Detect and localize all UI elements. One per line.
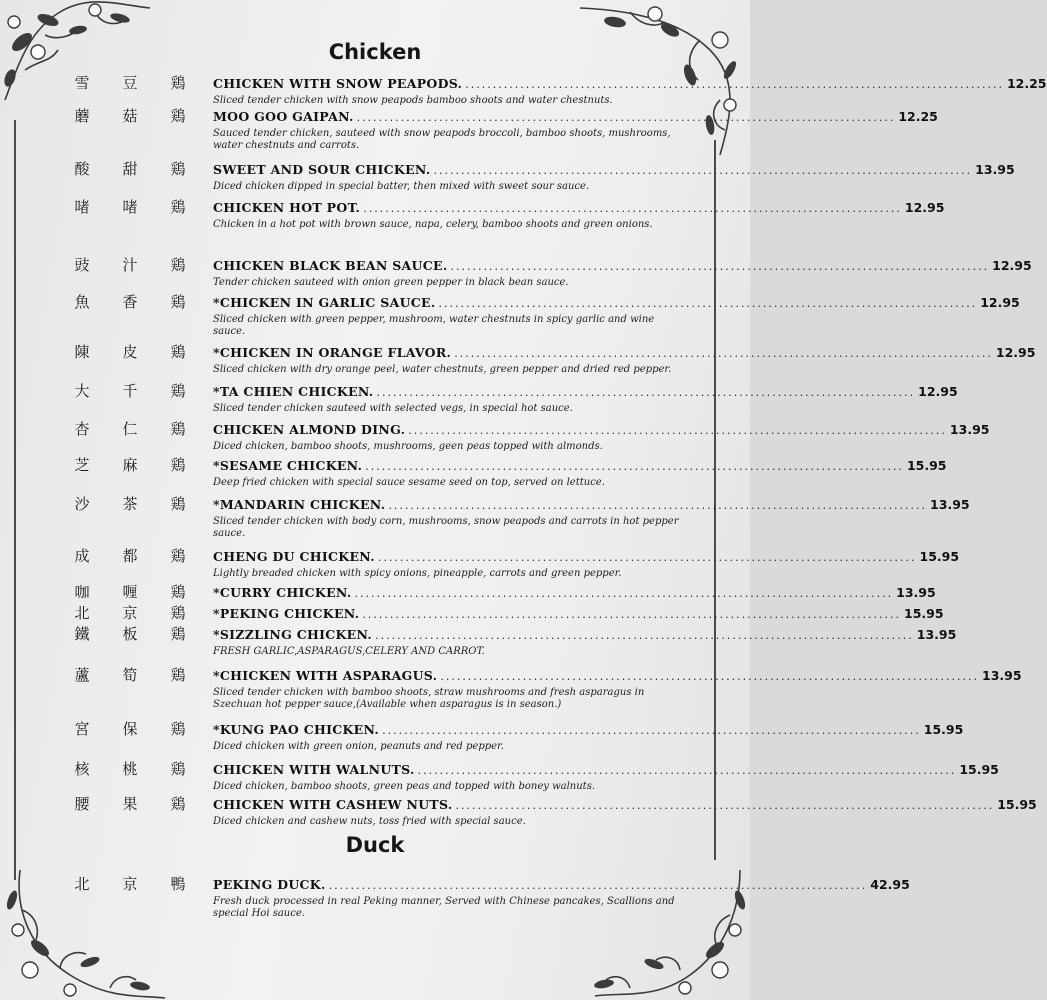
- chinese-char: 鴨: [170, 875, 186, 893]
- dot-leader: ..................................................................................................: [417, 764, 957, 777]
- chinese-char: 鶏: [170, 456, 186, 474]
- dish-name: *MANDARIN CHICKEN.: [213, 497, 386, 512]
- dish-line: [213, 668, 1022, 688]
- dish-price: 13.95: [916, 627, 957, 642]
- chinese-char: 鶏: [170, 795, 186, 813]
- dish-name: *SIZZLING CHICKEN.: [213, 627, 373, 642]
- dish-line: [213, 627, 957, 647]
- chinese-dish-name: [70, 254, 190, 275]
- chinese-dish-name: [70, 623, 190, 644]
- section-title-chicken: Chicken: [328, 40, 422, 64]
- chinese-char: 鶏: [170, 666, 186, 684]
- chinese-char: 鶏: [170, 74, 186, 92]
- dish-price: 12.95: [992, 258, 1032, 273]
- chinese-char: 宮: [74, 720, 90, 738]
- dish-description: Diced chicken, bamboo shoots, green peas and topped with boney walnuts.: [213, 781, 596, 792]
- dish-name: *CHICKEN WITH ASPARAGUS.: [213, 668, 438, 683]
- dot-leader: ..................................................................................................: [388, 499, 928, 512]
- chinese-char: 沙: [74, 495, 90, 513]
- chinese-char: 北: [74, 875, 90, 893]
- dot-leader: ..................................................................................................: [363, 202, 902, 215]
- chinese-char: 鐵: [74, 625, 90, 643]
- chinese-char: 啫: [74, 198, 90, 216]
- chinese-char: 菇: [122, 107, 138, 125]
- chinese-char: 腰: [74, 795, 90, 813]
- dot-leader: ..................................................................................................: [376, 386, 916, 399]
- dish-name: CHICKEN BLACK BEAN SAUCE.: [213, 258, 448, 273]
- chinese-char: 鶏: [170, 107, 186, 125]
- dish-line: [213, 200, 945, 220]
- dot-leader: ..................................................................................................: [438, 297, 978, 310]
- dot-leader: ..................................................................................................: [382, 724, 921, 737]
- dish-name: SWEET AND SOUR CHICKEN.: [213, 162, 431, 177]
- dish-price: 12.25: [898, 109, 938, 124]
- chinese-char: 鶏: [170, 343, 186, 361]
- chinese-char: 鶏: [170, 625, 186, 643]
- dish-line: [213, 549, 960, 569]
- chinese-char: 甜: [122, 160, 138, 178]
- chinese-char: 鶏: [170, 604, 186, 622]
- dish-price: 12.95: [904, 200, 945, 215]
- dish-price: 13.95: [930, 497, 970, 512]
- dish-line: [213, 762, 999, 782]
- frame-line-left: [14, 120, 16, 880]
- dish-price: 13.95: [975, 162, 1015, 177]
- chinese-char: 鶏: [170, 160, 186, 178]
- chinese-char: 豆: [122, 74, 138, 92]
- chinese-char: 保: [122, 720, 138, 738]
- dot-leader: ..................................................................................................: [365, 460, 904, 473]
- chinese-char: 皮: [122, 343, 138, 361]
- dish-name: CHICKEN WITH CASHEW NUTS.: [213, 797, 453, 812]
- chinese-char: 鶏: [170, 382, 186, 400]
- dish-price: 12.95: [980, 295, 1020, 310]
- chinese-dish-name: [70, 196, 190, 217]
- dish-line: [213, 585, 936, 605]
- chinese-char: 桃: [122, 760, 138, 778]
- dish-price: 15.95: [997, 797, 1037, 812]
- dish-description: Sliced tender chicken with body corn, mushrooms, snow peapods and carrots in hot pepper sauce.: [213, 516, 679, 539]
- dish-description: Deep fried chicken with special sauce sesame seed on top, served on lettuce.: [213, 477, 605, 488]
- dot-leader: ..................................................................................................: [375, 629, 914, 642]
- chinese-char: 杏: [74, 420, 90, 438]
- dot-leader: ..................................................................................................: [356, 111, 896, 124]
- chinese-dish-name: [70, 454, 190, 475]
- dish-description: Diced chicken dipped in special batter, then mixed with sweet sour sauce.: [213, 181, 590, 192]
- dish-price: 13.95: [896, 585, 936, 600]
- dish-description: Sliced chicken with dry orange peel, water chestnuts, green pepper and dried red pepper.: [213, 364, 672, 375]
- dish-description: FRESH GARLIC,ASPARAGUS,CELERY AND CARROT.: [213, 646, 485, 657]
- dish-description: Lightly breaded chicken with spicy onions, pineapple, carrots and green pepper.: [213, 568, 622, 579]
- dish-description: Tender chicken sauteed with onion green pepper in black bean sauce.: [213, 277, 569, 288]
- section-title-duck: Duck: [345, 833, 405, 857]
- dish-description: Sliced chicken with green pepper, mushroom, water chestnuts in spicy garlic and wine sauce.: [213, 314, 655, 337]
- dish-line: [213, 109, 938, 129]
- chinese-char: 鶏: [170, 256, 186, 274]
- dish-description: Sliced tender chicken sauteed with selected vegs, in special hot sauce.: [213, 403, 573, 414]
- dish-description: Sliced tender chicken with bamboo shoots, straw mushrooms and fresh asparagus in Szechuan hot pepper sauce,(Available when asparagus is in season.): [213, 687, 645, 710]
- chinese-char: 咖: [74, 583, 90, 601]
- dot-leader: ..................................................................................................: [433, 164, 973, 177]
- chinese-char: 汁: [122, 256, 138, 274]
- chinese-char: 芝: [74, 456, 90, 474]
- dish-description: Chicken in a hot pot with brown sauce, napa, celery, bamboo shoots and green onions.: [213, 219, 653, 230]
- chinese-char: 香: [122, 293, 138, 311]
- dish-name: CHICKEN ALMOND DING.: [213, 422, 406, 437]
- dish-name: *CHICKEN IN ORANGE FLAVOR.: [213, 345, 452, 360]
- chinese-char: 鶏: [170, 547, 186, 565]
- dish-name: CHENG DU CHICKEN.: [213, 549, 375, 564]
- dish-price: 12.95: [918, 384, 958, 399]
- chinese-char: 喱: [122, 583, 138, 601]
- chinese-dish-name: [70, 793, 190, 814]
- chinese-dish-name: [70, 105, 190, 126]
- dish-description: Diced chicken with green onion, peanuts and red pepper.: [213, 741, 504, 752]
- dot-leader: ..................................................................................................: [362, 608, 902, 621]
- chinese-char: 鶏: [170, 495, 186, 513]
- dish-name: CHICKEN WITH WALNUTS.: [213, 762, 415, 777]
- chinese-char: 鶏: [170, 420, 186, 438]
- chinese-dish-name: [70, 158, 190, 179]
- chinese-char: 大: [74, 382, 90, 400]
- dot-leader: ..................................................................................................: [455, 799, 995, 812]
- chinese-dish-name: [70, 545, 190, 566]
- dish-name: *SESAME CHICKEN.: [213, 458, 363, 473]
- dish-line: [213, 345, 1036, 365]
- chinese-char: 果: [122, 795, 138, 813]
- dish-description: Sliced tender chicken with snow peapods bamboo shoots and water chestnuts.: [213, 95, 613, 106]
- dish-price: 15.95: [904, 606, 944, 621]
- dish-price: 42.95: [870, 877, 910, 892]
- chinese-char: 鶏: [170, 583, 186, 601]
- chinese-char: 酸: [74, 160, 90, 178]
- dish-line: [213, 384, 958, 404]
- dish-price: 12.95: [995, 345, 1036, 360]
- dish-price: 13.95: [949, 422, 990, 437]
- dish-price: 12.25: [1006, 76, 1047, 91]
- dot-leader: ..................................................................................................: [328, 879, 868, 892]
- dish-name: *PEKING CHICKEN.: [213, 606, 360, 621]
- dish-name: *KUNG PAO CHICKEN.: [213, 722, 380, 737]
- dish-price: 15.95: [959, 762, 999, 777]
- chinese-char: 鶏: [170, 198, 186, 216]
- chinese-dish-name: [70, 664, 190, 685]
- chinese-char: 蘆: [74, 666, 90, 684]
- chinese-dish-name: [70, 341, 190, 362]
- chinese-dish-name: [70, 718, 190, 739]
- dish-price: 15.95: [923, 722, 964, 737]
- dot-leader: ..................................................................................................: [465, 78, 1004, 91]
- dot-leader: ..................................................................................................: [450, 260, 990, 273]
- chinese-char: 啫: [122, 198, 138, 216]
- chinese-char: 蘑: [74, 107, 90, 125]
- chinese-char: 鶏: [170, 293, 186, 311]
- dish-line: [213, 162, 1015, 182]
- chinese-char: 鶏: [170, 720, 186, 738]
- dish-line: [213, 497, 970, 517]
- chinese-char: 核: [74, 760, 90, 778]
- dish-name: *TA CHIEN CHICKEN.: [213, 384, 374, 399]
- chinese-char: 筍: [122, 666, 138, 684]
- dish-price: 15.95: [919, 549, 960, 564]
- dish-line: [213, 295, 1020, 315]
- chinese-char: 京: [122, 604, 138, 622]
- chinese-dish-name: [70, 873, 190, 894]
- dot-leader: ..................................................................................................: [440, 670, 979, 683]
- dish-line: [213, 877, 910, 897]
- chinese-dish-name: [70, 380, 190, 401]
- dish-price: 15.95: [906, 458, 947, 473]
- chinese-char: 都: [122, 547, 138, 565]
- dish-line: [213, 606, 944, 626]
- chinese-dish-name: [70, 72, 190, 93]
- dish-price: 13.95: [982, 668, 1022, 683]
- dish-name: *CHICKEN IN GARLIC SAUCE.: [213, 295, 436, 310]
- dot-leader: ..................................................................................................: [354, 587, 894, 600]
- chinese-char: 麻: [122, 456, 138, 474]
- dish-name: CHICKEN WITH SNOW PEAPODS.: [213, 76, 463, 91]
- dot-leader: ..................................................................................................: [454, 347, 993, 360]
- dish-description: Sauced tender chicken, sauteed with snow peapods broccoli, bamboo shoots, mushrooms, water chestnuts and carrots.: [213, 128, 671, 151]
- chinese-dish-name: [70, 581, 190, 602]
- chinese-char: 雪: [74, 74, 90, 92]
- dish-line: [213, 458, 947, 478]
- dish-line: [213, 722, 964, 742]
- chinese-char: 魚: [74, 293, 90, 311]
- chinese-dish-name: [70, 493, 190, 514]
- dot-leader: ..................................................................................................: [377, 551, 917, 564]
- chinese-char: 成: [74, 547, 90, 565]
- dish-line: [213, 422, 990, 442]
- chinese-char: 京: [122, 875, 138, 893]
- chinese-dish-name: [70, 602, 190, 623]
- dot-leader: ..................................................................................................: [408, 424, 947, 437]
- dish-description: Diced chicken and cashew nuts, toss fried with special sauce.: [213, 816, 526, 827]
- chinese-dish-name: [70, 758, 190, 779]
- chinese-dish-name: [70, 291, 190, 312]
- chinese-char: 鶏: [170, 760, 186, 778]
- chinese-dish-name: [70, 418, 190, 439]
- dish-line: [213, 258, 1032, 278]
- dish-name: PEKING DUCK.: [213, 877, 326, 892]
- dish-line: [213, 797, 1037, 817]
- dish-name: MOO GOO GAIPAN.: [213, 109, 354, 124]
- chinese-char: 豉: [74, 256, 90, 274]
- dish-line: [213, 76, 1047, 96]
- chinese-char: 茶: [122, 495, 138, 513]
- dish-description: Fresh duck processed in real Peking manner, Served with Chinese pancakes, Scallions and special Hoi sauce.: [213, 896, 675, 919]
- chinese-char: 千: [122, 382, 138, 400]
- dish-name: *CURRY CHICKEN.: [213, 585, 352, 600]
- chinese-char: 板: [122, 625, 138, 643]
- chinese-char: 仁: [122, 420, 138, 438]
- dish-name: CHICKEN HOT POT.: [213, 200, 361, 215]
- chinese-char: 陳: [74, 343, 90, 361]
- dish-description: Diced chicken, bamboo shoots, mushrooms, geen peas topped with almonds.: [213, 441, 603, 452]
- chinese-char: 北: [74, 604, 90, 622]
